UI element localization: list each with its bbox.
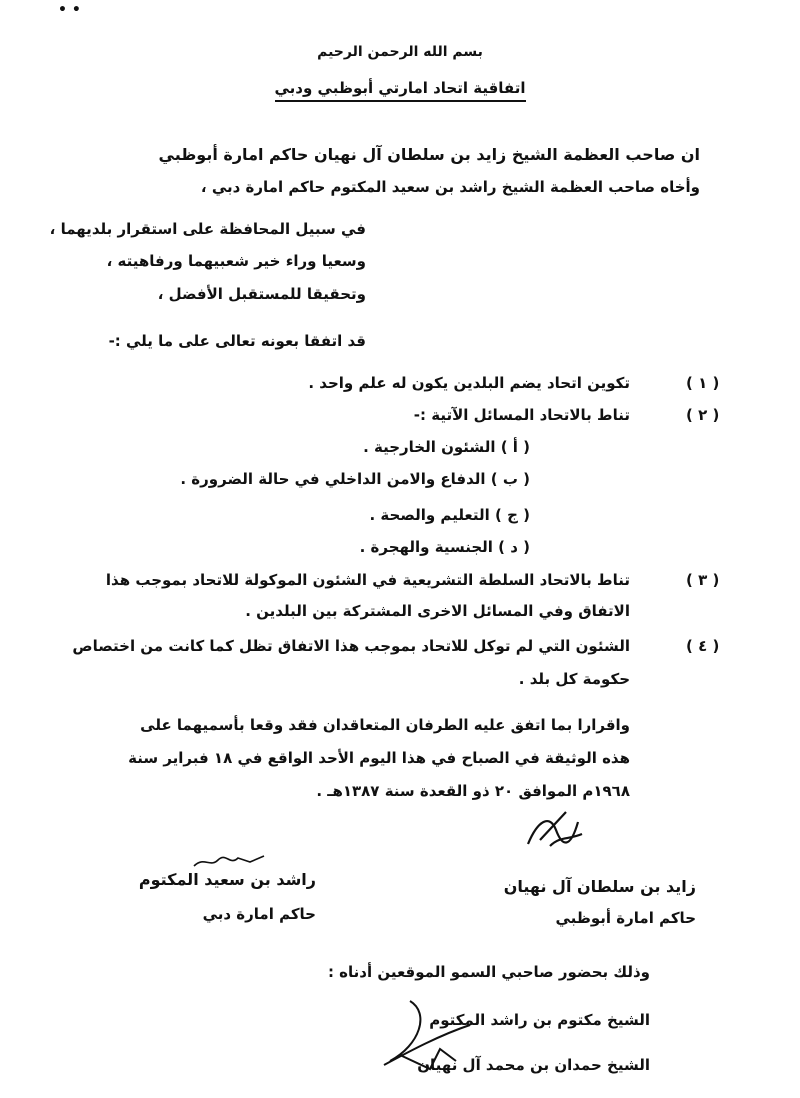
closing-line-1: واقرارا بما اتفق عليه الطرفان المتعاقدان فقد وقعا بأسميهما على [140,716,630,734]
rashid-signature [190,852,270,872]
signatory-left-title: حاكم امارة دبي [202,905,316,923]
article-2-text: تناط بالاتحاد المسائل الآتية :- [413,406,630,424]
witness-intro: وذلك بحضور صاحبي السمو الموقعين أدناه : [327,963,650,981]
signatory-right-name: زايد بن سلطان آل نهيان [503,877,696,896]
article-3-text: تناط بالاتحاد السلطة التشريعية في الشئون الموكولة للاتحاد بموجب هذا [105,571,630,589]
article-2-number: ( ٢ ) [686,406,720,424]
article-4-continuation: حكومة كل بلد . [518,670,630,688]
subitem-d: ( د ) الجنسية والهجرة . [359,538,530,556]
signatory-left-name: راشد بن سعيد المكتوم [138,870,316,889]
zayed-signature [520,800,590,856]
closing-line-2: هذه الوثيقة في الصباح في هذا اليوم الأحد الواقع في ١٨ فبراير سنة [128,749,630,767]
witness-1: الشيخ مكتوم بن راشد المكتوم [429,1011,650,1029]
purpose-line-2: وسعيا وراء خير شعبيهما ورفاهيته ، [106,252,366,270]
basmala: بسم الله الرحمن الرحيم [317,44,483,60]
document-title-text: اتفاقية اتحاد امارتي أبوظبي ودبي [275,79,526,102]
purpose-line-1: في سبيل المحافظة على استقرار بلديهما ، [49,220,366,238]
signatory-right-title: حاكم امارة أبوظبي [555,909,696,927]
subitem-a: ( أ ) الشئون الخارجية . [363,438,530,456]
article-1-text: تكوين اتحاد يضم البلدين يكون له علم واحد . [308,374,630,392]
subitem-c: ( ج ) التعليم والصحة . [369,506,530,524]
intro-line-2: وأخاه صاحب العظمة الشيخ راشد بن سعيد المكتوم حاكم امارة دبي ، [200,178,700,196]
article-3-continuation: الاتفاق وفي المسائل الاخرى المشتركة بين البلدين . [245,602,630,620]
subitem-b: ( ب ) الدفاع والامن الداخلي في حالة الضرورة . [180,470,530,488]
article-4-number: ( ٤ ) [686,637,720,655]
purpose-line-3: وتحقيقا للمستقبل الأفضل ، [157,285,366,303]
witness-2: الشيخ حمدان بن محمد آل نهيان [417,1056,650,1074]
closing-line-3: ١٩٦٨م الموافق ٢٠ ذو القعدة سنة ١٣٨٧هـ . [316,782,630,800]
agreed-line: قد اتفقا بعونه تعالى على ما يلي :- [108,332,366,350]
article-1-number: ( ١ ) [686,374,720,392]
document-title [0,78,800,98]
intro-line-1: ان صاحب العظمة الشيخ زايد بن سلطان آل نهيان حاكم امارة أبوظبي [158,145,700,164]
scan-mark: • • [58,2,81,18]
article-4-text: الشئون التي لم توكل للاتحاد بموجب هذا الاتفاق تظل كما كانت من اختصاص [72,637,630,655]
article-3-number: ( ٣ ) [686,571,720,589]
